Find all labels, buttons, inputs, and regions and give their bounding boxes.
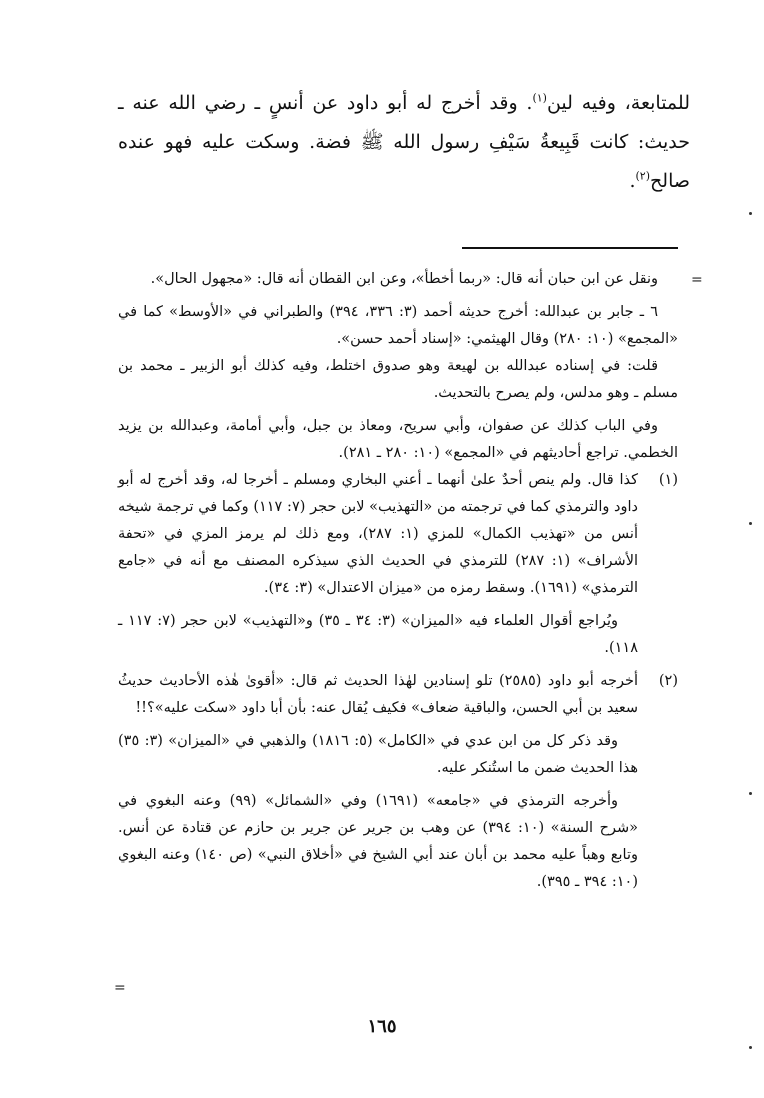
margin-dot [749,792,752,795]
main-paragraph [118,84,690,201]
footnote-1-text: كذا قال. ولم ينص أحدٌ علىٰ أنهما ـ أعني البخاري ومسلم ـ أخرجا له، وقد أخرج له أبو داود والترمذي كما في ترجمته من «التهذيب» لابن حجر (٧: ١١٧) وكما في ترجمة شيخه أنس من «تهذيب الكمال» للمزي (١: ٢٨٧)، ومع ذلك لم يرمز المزي في «تحفة الأشراف» (١: ٢٨٧) للترمذي في الحديث الذي سيذكره المصنف مع أنه في «جامع الترمذي» (١٦٩١). وسقط رمزه من «ميزان الاعتدال» (٣: ٣٤). [118,472,639,596]
margin-dot [749,212,752,215]
footnotes-section [118,266,678,896]
main-text-part-1: للمتابعة، وفيه لين [546,92,690,114]
footnote-paragraph-jabir: ٦ ـ جابر بن عبدالله: أخرج حديثه أحمد (٣: ٣٣٦، ٣٩٤) والطبراني في «الأوسط» كما في «المجمع» (١٠: ٢٨٠) وقال الهيثمي: «إسناد أحمد حسن». [118,304,678,347]
footnote-continuation: ونقل عن ابن حبان أنه قال: «ربما أخطأ»، وعن ابن القطان أنه قال: «مجهول الحال». [150,271,658,287]
footnote-1 [118,467,678,662]
footnote-1-subparagraph: ويُراجع أقوال العلماء فيه «الميزان» (٣: ٣٤ ـ ٣٥) و«التهذيب» لابن حجر (٧: ١١٧ ـ ١١٨). [118,613,638,656]
footnote-2 [118,668,678,896]
footnote-1-number: (١) [658,472,678,488]
margin-mark-top: = [691,272,703,288]
margin-mark-bottom: = [114,980,126,996]
page-number: ١٦٥ [367,1016,397,1037]
footnote-2-number: (٢) [658,673,678,689]
footnote-paragraph-bab: وفي الباب كذلك عن صفوان، وأبي سريح، ومعاذ بن جبل، وأبي أمامة، وعبدالله بن يزيد الخطمي. تراجع أحاديثهم في «المجمع» (١٠: ٢٨٠ ـ ٢٨١). [118,418,678,461]
margin-dot [749,1046,752,1049]
footnote-2-subparagraph-2: وأخرجه الترمذي في «جامعه» (١٦٩١) وفي «الشمائل» (٩٩) وعنه البغوي في «شرح السنة» (١٠: ٣٩٤) عن وهب بن جرير عن جرير بن حازم عن قتادة عن أنس. وتابع وهباً عليه محمد بن أبان عند أبي الشيخ في «أخلاق النبي» (ص ١٤٠) وعنه البغوي (١٠: ٣٩٤ ـ ٣٩٥). [118,793,638,890]
footnote-paragraph-qult: قلت: في إسناده عبدالله بن لهيعة وهو صدوق اختلط، وفيه كذلك أبو الزبير ـ محمد بن مسلم ـ وهو مدلس، ولم يصرح بالتحديث. [118,358,678,401]
footnote-separator [462,247,678,249]
footnote-2-text: أخرجه أبو داود (٢٥٨٥) تلو إسنادين لهٰذا الحديث ثم قال: «أقوىٰ هٰذه الأحاديث حديثُ سعيد بن أبي الحسن، والباقية ضعاف» فكيف يُقال عنه: بأن أبا داود «سكت عليه»؟!! [118,673,639,716]
footnote-ref-2[interactable]: (٢) [635,169,651,183]
footnote-ref-1[interactable]: (١) [532,91,547,105]
margin-dot [749,522,752,525]
main-text-end: . [629,170,636,192]
main-text-part-2: . وقد أخرج له أبو داود عن أنسٍ ـ رضي الله عنه ـ حديث: كانت قَبِيعةُ سَيْفِ رسول الله ﷺ فضة. وسكت عليه فهو عنده صالح [118,92,690,192]
footnote-2-subparagraph-1: وقد ذكر كل من ابن عدي في «الكامل» (٥: ١٨١٦) والذهبي في «الميزان» (٣: ٣٥) هذا الحديث ضمن ما استُنكر عليه. [118,733,638,776]
